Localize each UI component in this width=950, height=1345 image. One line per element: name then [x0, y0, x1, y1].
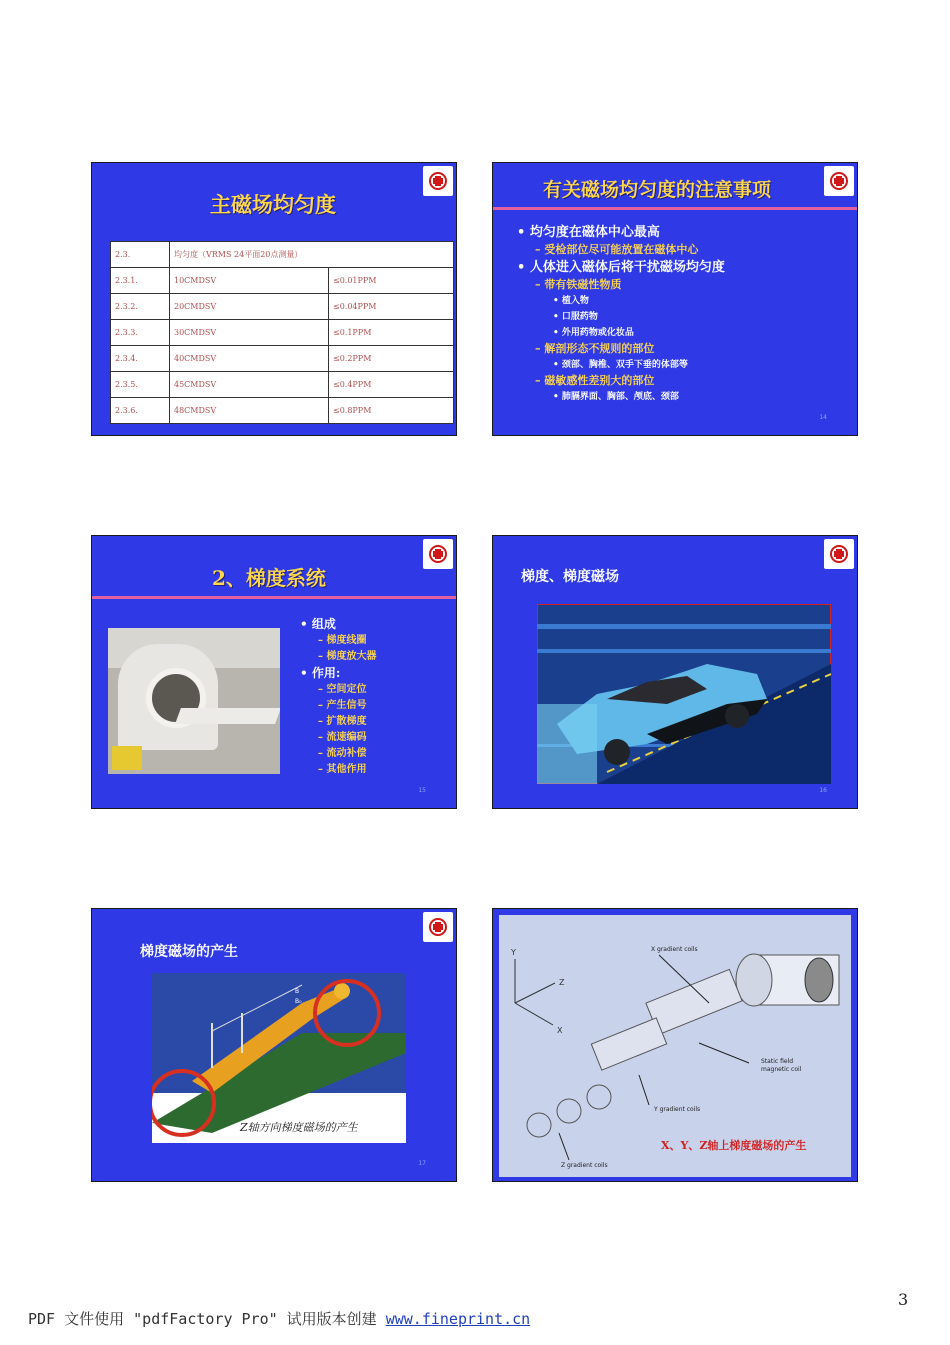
slide-title: 梯度、梯度磁场: [521, 569, 619, 585]
hospital-logo-icon: [423, 539, 453, 569]
coil-diagram: [499, 915, 851, 1177]
slide-gradient-system: [91, 535, 457, 809]
z-gradient-illustration: [152, 973, 406, 1143]
svg-text:Static field: Static field: [761, 1058, 794, 1065]
table-row: 2.3.1. 10CMDSV ≤0.01PPM: [111, 268, 454, 294]
svg-text:X: X: [557, 1026, 563, 1035]
homogeneity-table: [110, 241, 454, 424]
hospital-logo-icon: [835, 909, 857, 919]
svg-text:Z: Z: [559, 978, 565, 987]
svg-text:Y: Y: [511, 948, 516, 957]
svg-text:magnetic coil: magnetic coil: [761, 1066, 802, 1073]
title-divider: [493, 207, 857, 210]
title-divider: [92, 596, 456, 599]
slide-title: 主磁场均匀度: [210, 192, 336, 217]
svg-text:Z gradient coils: Z gradient coils: [561, 1162, 608, 1169]
slide-main-field-homogeneity: [91, 162, 457, 436]
gradient-system-list: • 组成 – 梯度线圈 – 梯度放大器 • 作用: – 空间定位 – 产生信号 – 扩散梯度 – 流速编码 – 流动补偿 – 其他作用: [300, 617, 377, 775]
mri-scanner-photo: [108, 628, 280, 774]
slide-title: 有关磁场均匀度的注意事项: [543, 179, 772, 201]
pdf-footer: [28, 1308, 530, 1329]
hospital-logo-icon: [423, 166, 453, 196]
svg-text:Y gradient coils: Y gradient coils: [654, 1106, 701, 1113]
table-row: 2.3.3. 30CMDSV ≤0.1PPM: [111, 320, 454, 346]
svg-text:X gradient coils: X gradient coils: [651, 946, 698, 953]
page-number: 3: [898, 1290, 909, 1309]
table-row: 2.3. 均匀度（VRMS 24平面20点测量）: [111, 242, 454, 268]
slide-number: 16: [819, 787, 827, 794]
slide-gradient-field: [492, 535, 858, 809]
hospital-logo-icon: [423, 912, 453, 942]
diagram-caption: X、Y、Z轴上梯度磁场的产生: [661, 1139, 807, 1152]
slide-number: 17: [418, 1160, 426, 1167]
slide-number: 15: [418, 787, 426, 794]
hospital-logo-icon: [824, 166, 854, 196]
svg-text:B₀: B₀: [295, 998, 302, 1005]
footer-link[interactable]: www.fineprint.cn: [385, 1310, 531, 1328]
slide-title: 2、梯度系统: [212, 566, 326, 590]
illustration-caption: Z轴方向梯度磁场的产生: [240, 1121, 358, 1134]
slide-homogeneity-notes: [492, 162, 858, 436]
hospital-logo-icon: [824, 539, 854, 569]
table-row: 2.3.5. 45CMDSV ≤0.4PPM: [111, 372, 454, 398]
slide-number: 14: [819, 414, 827, 421]
footer-text: PDF 文件使用 "pdfFactory Pro" 试用版本创建: [28, 1310, 386, 1328]
car-on-slope-illustration: [537, 604, 831, 784]
slide-gradient-generation: [91, 908, 457, 1182]
table-row: 2.3.4. 40CMDSV ≤0.2PPM: [111, 346, 454, 372]
table-row: 2.3.2. 20CMDSV ≤0.04PPM: [111, 294, 454, 320]
svg-text:B: B: [295, 988, 300, 995]
table-row: 2.3.6. 48CMDSV ≤0.8PPM: [111, 398, 454, 424]
notes-list: • 均匀度在磁体中心最高 – 受检部位尽可能放置在磁体中心 • 人体进入磁体后将干扰磁场均匀度 – 带有铁磁性物质 • 植入物 • 口服药物 • 外用药物或化妆品 – 解剖形态不规则的部位 • 颈部、胸椎、双手下垂的体部等 – 磁敏感性差别大的部位 • 肺膈界面、胸部、颅底、颈部: [517, 225, 725, 402]
slide-title: 梯度磁场的产生: [140, 944, 238, 960]
slide-xyz-gradient-coils: [492, 908, 858, 1182]
